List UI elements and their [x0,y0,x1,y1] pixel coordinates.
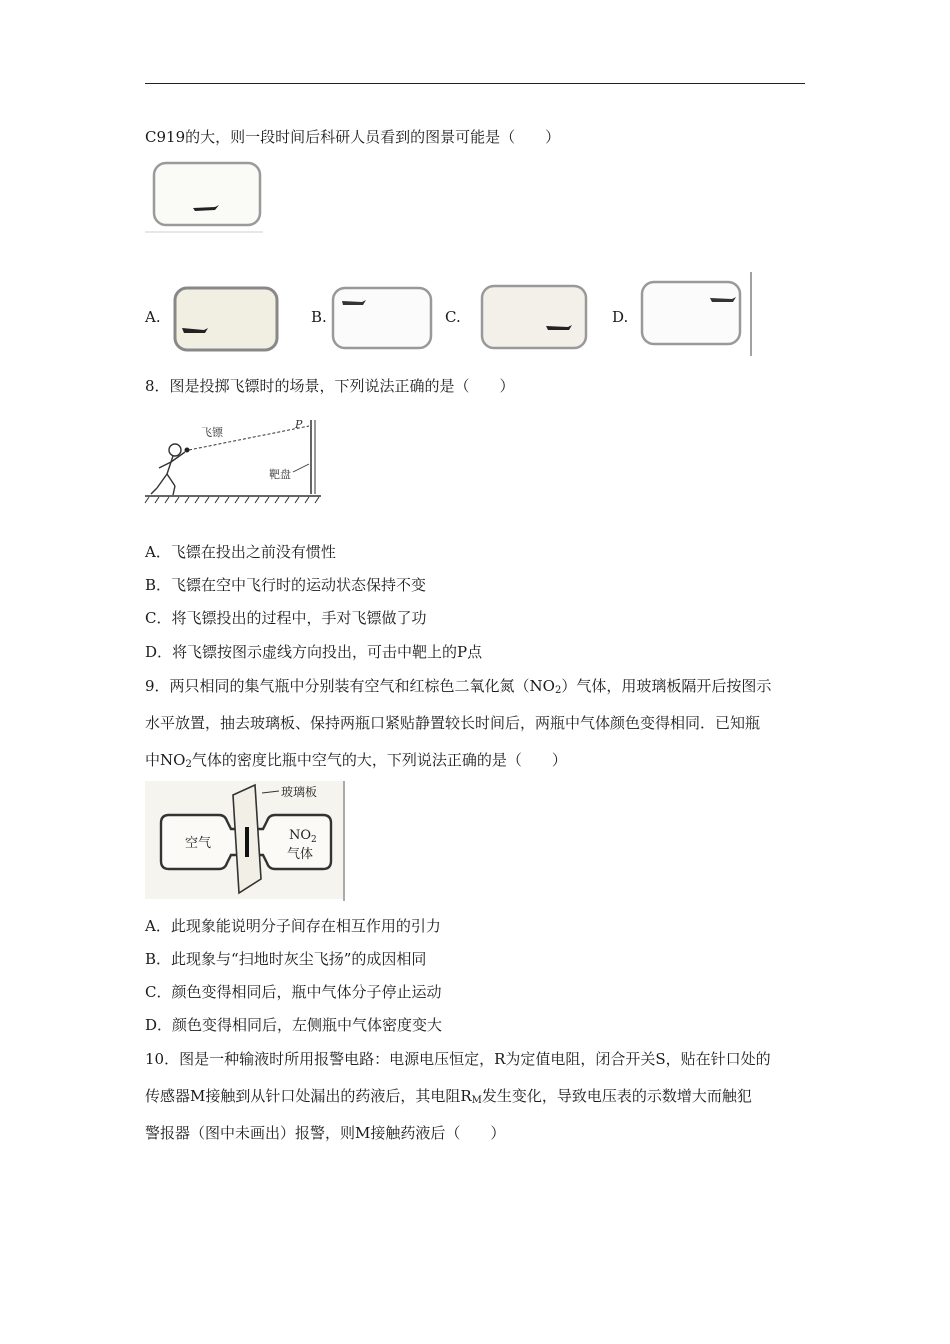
q9-option-b[interactable]: B．此现象与“扫地时灰尘飞扬”的成因相同 [145,950,427,968]
q8-point-label: P [295,418,303,431]
q10-stem-line-3: 警报器（图中未画出）报警，则M接触药液后（ ） [145,1124,506,1142]
q7-reference-figure [145,160,263,234]
q7-option-c-figure[interactable] [476,280,592,354]
header-rule [145,83,805,84]
q7-option-a-label[interactable]: A. [145,308,161,326]
q7-option-b-figure[interactable] [330,284,436,352]
q8-option-d[interactable]: D．将飞镖按图示虚线方向投出，可击中靶上的P点 [145,643,483,661]
q8-option-b[interactable]: B．飞镖在空中飞行时的运动状态保持不变 [145,576,427,594]
q9-gas-jar-figure [145,781,347,901]
q8-dart-figure [143,414,325,506]
q8-target-label: 靶盘 [269,468,291,481]
q9-glass-label: 玻璃板 [281,785,318,799]
q9-stem-line-1: 9．两只相同的集气瓶中分别装有空气和红棕色二氧化氮$(NO_2)$气体，用玻璃板隔开后按图示 [145,677,772,696]
q9-option-a[interactable]: A．此现象能说明分子间存在相互作用的引力 [145,917,441,935]
q7-stem: C919的大，则一段时间后科研人员看到的图景可能是（ ） [145,128,561,146]
q10-stem-line-1: 10．图是一种输液时所用报警电路：电源电压恒定，R为定值电阻，闭合开关S，贴在针口处的 [145,1050,771,1068]
q8-stem: 8．图是投掷飞镖时的场景，下列说法正确的是（ ） [145,377,515,395]
q7-option-d-figure[interactable] [638,272,756,356]
q9-option-d[interactable]: D．颜色变得相同后，左侧瓶中气体密度变大 [145,1016,443,1034]
q9-no2-label-bottom: 气体 [287,847,314,862]
q7-option-b-label[interactable]: B. [311,308,327,326]
q7-option-c-label[interactable]: C. [445,308,461,326]
q10-stem-line-2: 传感器M接触到从针口处漏出的药液后，其电阻$R_M$发生变化，导致电压表的示数增大而触犯 [145,1087,752,1106]
q8-option-a[interactable]: A．飞镖在投出之前没有惯性 [145,543,336,561]
q8-dart-label: 飞镖 [201,426,223,439]
q7-option-a-figure[interactable] [172,282,282,354]
q9-stem-line-2: 水平放置，抽去玻璃板、保持两瓶口紧贴静置较长时间后，两瓶中气体颜色变得相同．已知瓶 [145,714,761,732]
q9-option-c[interactable]: C．颜色变得相同后，瓶中气体分子停止运动 [145,983,442,1001]
q9-no2-label-top: $NO_2$ [289,828,317,845]
q9-air-label: 空气 [185,836,212,851]
q8-option-c[interactable]: C．将飞镖投出的过程中，手对飞镖做了功 [145,609,427,627]
q7-option-d-label[interactable]: D. [612,308,629,326]
q9-stem-line-3: 中$NO_2$气体的密度比瓶中空气的大，下列说法正确的是（ ） [145,751,567,770]
